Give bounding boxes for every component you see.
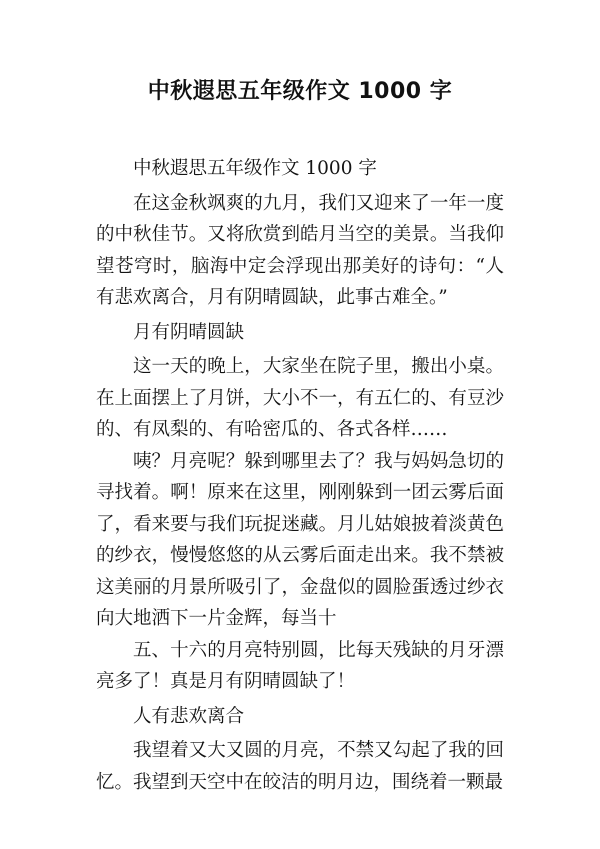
- document-body: [96, 150, 504, 798]
- paragraph-subhead: 月有阴晴圆缺: [133, 321, 245, 343]
- paragraph-subhead: 人有悲欢离合: [133, 705, 245, 727]
- paragraph: 我望着又大又圆的月亮，不禁又勾起了我的回忆。我望到天空中在皎洁的明月边，围绕着一颗最: [96, 740, 504, 793]
- paragraph: 咦？月亮呢？躲到哪里去了？我与妈妈急切的寻找着。啊！原来在这里，刚刚躲到一团云雾后面了，看来要与我们玩捉迷藏。月儿姑娘披着淡黄色的纱衣，慢慢悠悠的从云雾后面走出来。我不禁被这美丽的月景所吸引了，金盘似的圆脸蛋透过纱衣向大地洒下一片金辉，每当十: [96, 450, 504, 629]
- paragraph: 五、十六的月亮特别圆，比每天残缺的月牙漂亮多了！真是月有阴晴圆缺了！: [96, 639, 504, 692]
- paragraph: 这一天的晚上，大家坐在院子里，搬出小桌。在上面摆上了月饼，大小不一，有五仁的、有豆沙的、有凤梨的、有哈密瓜的、各式各样……: [96, 356, 504, 440]
- paragraph: 在这金秋飒爽的九月，我们又迎来了一年一度的中秋佳节。又将欣赏到皓月当空的美景。当我仰望苍穹时，脑海中定会浮现出那美好的诗句：“人有悲欢离合，月有阴晴圆缺，此事古难全。”: [96, 192, 504, 308]
- page-title: 中秋遐思五年级作文 1000 字: [147, 79, 453, 104]
- paragraph-subhead: 中秋遐思五年级作文 1000 字: [133, 158, 377, 179]
